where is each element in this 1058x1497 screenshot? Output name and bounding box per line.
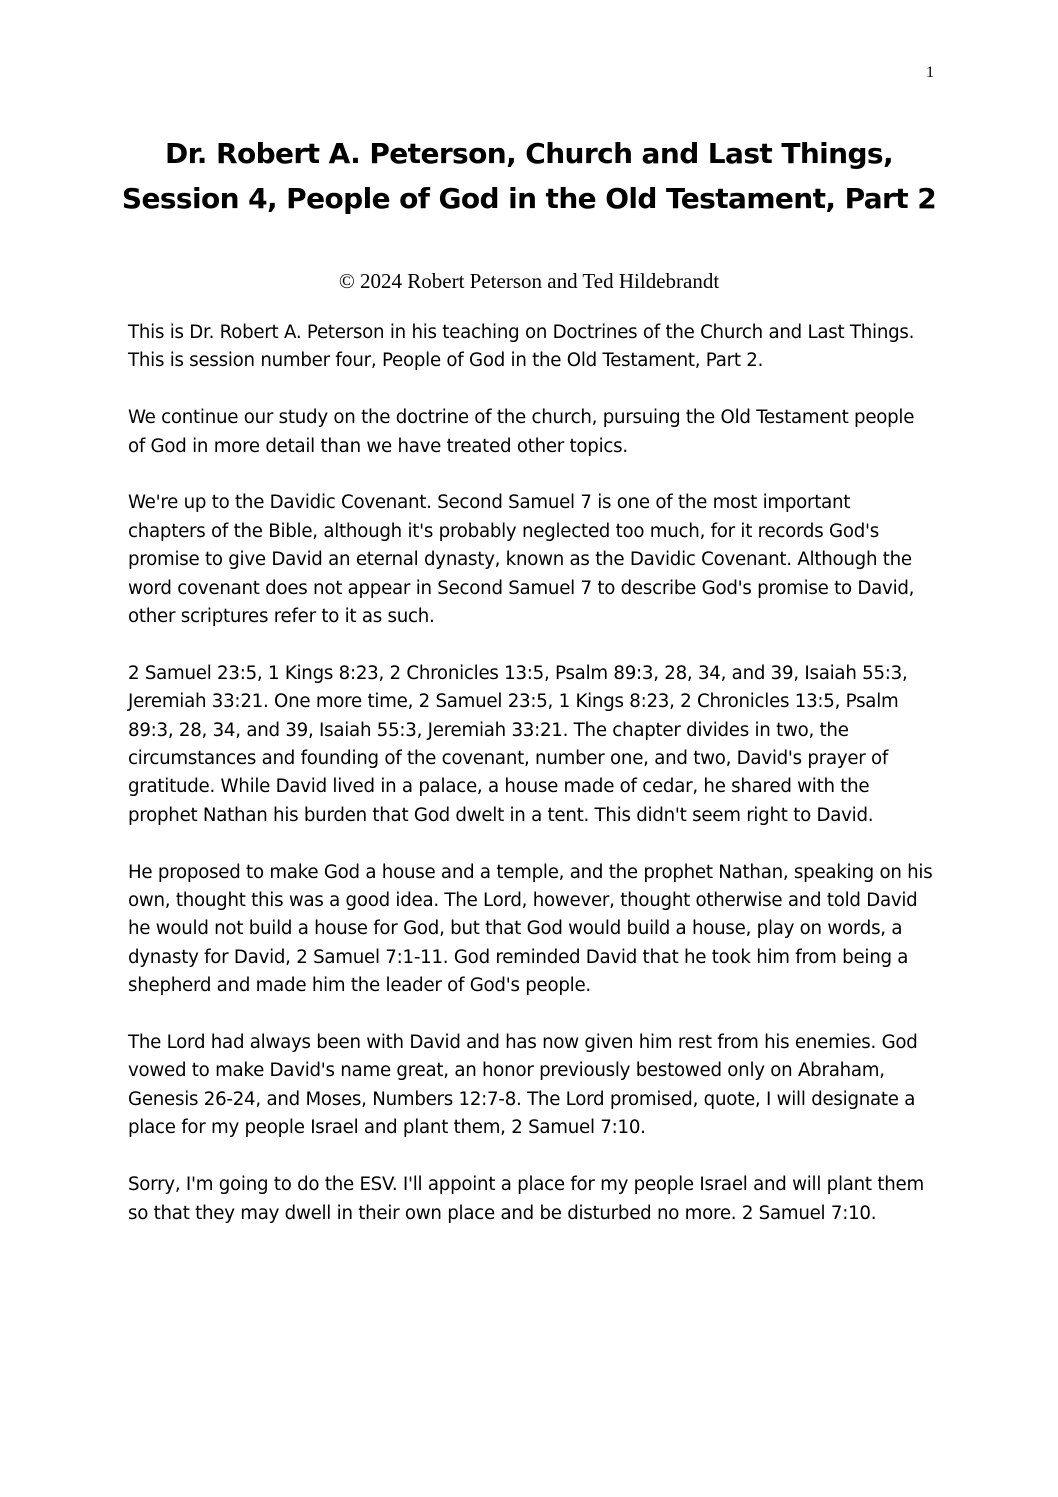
paragraph: This is Dr. Robert A. Peterson in his teaching on Doctrines of the Church and Last Things. This is session number four, People of God in the Old Testament, Part 2. (128, 322, 915, 372)
document-title: Dr. Robert A. Peterson, Church and Last Things, Session 4, People of God in the Old Testament, Part 2 (121, 137, 937, 215)
paragraph: We're up to the Davidic Covenant. Second Samuel 7 is one of the most important chapters of the Bible, although it's probably neglected too much, for it records God's promise to give David an eternal dynasty, known as the Davidic Covenant. Although the word covenant does not appear in Second Samuel 7 to describe God's promise to David, other scriptures refer to it as such. (128, 492, 915, 628)
paragraph: The Lord had always been with David and has now given him rest from his enemies. God vowed to make David's name great, an honor previously bestowed only on Abraham, Genesis 26-24, and Moses, Numbers 12:7-8. The Lord promised, quote, I will designate a place for my people Israel and plant them, 2 Samuel 7:10. (128, 1032, 918, 1139)
copyright-line: © 2024 Robert Peterson and Ted Hildebrandt (338, 269, 720, 293)
paragraph: 2 Samuel 23:5, 1 Kings 8:23, 2 Chronicles 13:5, Psalm 89:3, 28, 34, and 39, Isaiah 55:3, Jeremiah 33:21. One more time, 2 Samuel 23:5, 1 Kings 8:23, 2 Chronicles 13:5, Psalm 89:3, 28, 34, and 39, Isaiah 55:3, Jeremiah 33:21. The chapter divides in two, the circumstances and founding of the covenant, number one, and two, David's prayer of gratitude. While David lived in a palace, a house made of cedar, he shared with the prophet Nathan his burden that God dwelt in a tent. This didn't seem right to David. (128, 662, 908, 826)
body-text (128, 319, 933, 1256)
paragraph: We continue our study on the doctrine of the church, pursuing the Old Testament people of God in more detail than we have treated other topics. (128, 407, 915, 457)
paragraph: Sorry, I'm going to do the ESV. I'll appoint a place for my people Israel and will plant them so that they may dwell in their own place and be disturbed no more. 2 Samuel 7:10. (128, 1174, 924, 1224)
paragraph: He proposed to make God a house and a temple, and the prophet Nathan, speaking on his own, thought this was a good idea. The Lord, however, thought otherwise and told David he would not build a house for God, but that God would build a house, play on words, a dynasty for David, 2 Samuel 7:1-11. God reminded David that he took him from being a shepherd and made him the leader of God's people. (128, 861, 933, 997)
page-number: 1 (926, 64, 934, 81)
